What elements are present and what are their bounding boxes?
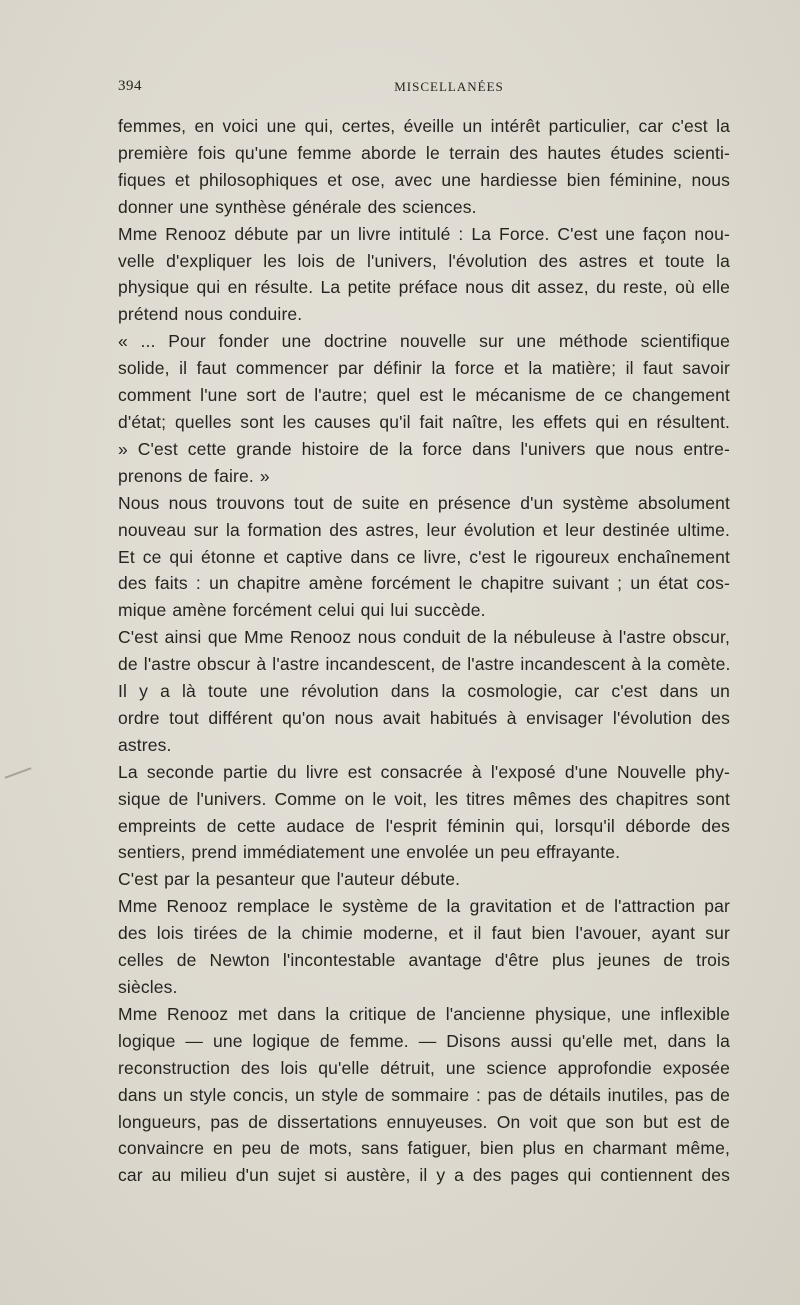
text-line: La seconde partie du livre est consacrée à l'exposé d'une Nouvelle phy- bbox=[118, 761, 730, 782]
text-line: dans un style concis, un style de sommaire : pas de détails inutiles, pas de bbox=[118, 1084, 730, 1105]
text-line: des lois tirées de la chimie moderne, et il faut bien l'avouer, ayant sur bbox=[118, 923, 730, 944]
text-line: Mme Renooz met dans la critique de l'ancienne physique, une inflexible bbox=[118, 1003, 730, 1024]
text-line: reconstruction des lois qu'elle détruit, une science approfondie exposée bbox=[118, 1057, 730, 1078]
text-line: C'est ainsi que Mme Renooz nous conduit de la nébuleuse à l'astre obscur, bbox=[118, 627, 730, 648]
text-line: première fois qu'une femme aborde le terrain des hautes études scienti- bbox=[118, 142, 730, 163]
text-line: » C'est cette grande histoire de la force dans l'univers que nous entre- bbox=[118, 438, 730, 459]
text-line: physique qui en résulte. La petite préface nous dit assez, du reste, où elle bbox=[118, 277, 730, 298]
text-line: celles de Newton l'incontestable avantage d'être plus jeunes de trois bbox=[118, 950, 730, 971]
text-line: femmes, en voici une qui, certes, éveille un intérêt particulier, car c'est la bbox=[118, 116, 730, 136]
text-line: Nous nous trouvons tout de suite en présence d'un système absolument bbox=[118, 492, 730, 513]
text-line: convaincre en peu de mots, sans fatiguer, bien plus en charmant même, bbox=[118, 1138, 730, 1159]
margin-pencil-mark bbox=[5, 767, 32, 778]
text-line: car au milieu d'un sujet si austère, il y a des pages qui contiennent des bbox=[118, 1165, 730, 1186]
text-line: prenons de faire. » bbox=[118, 465, 270, 486]
text-line: Et ce qui étonne et captive dans ce livre, c'est le rigoureux enchaînement bbox=[118, 546, 730, 567]
text-line: C'est par la pesanteur que l'auteur débute. bbox=[118, 869, 461, 890]
text-line: Mme Renooz remplace le système de la gravitation et de l'attraction par bbox=[118, 896, 730, 917]
text-line: fiques et philosophiques et ose, avec une hardiesse bien féminine, nous bbox=[118, 169, 730, 190]
text-line: longueurs, pas de dissertations ennuyeuses. On voit que son but est de bbox=[118, 1111, 730, 1132]
text-line: comment l'une sort de l'autre; quel est le mécanisme de ce changement bbox=[118, 385, 730, 406]
text-line: Il y a là toute une révolution dans la cosmologie, car c'est dans un bbox=[118, 681, 730, 702]
text-line: nouveau sur la formation des astres, leur évolution et leur destinée ultime. bbox=[118, 519, 730, 540]
text-line: de l'astre obscur à l'astre incandescent, de l'astre incandescent à la comète. bbox=[118, 654, 731, 675]
body-text bbox=[118, 113, 730, 1189]
text-line: ordre tout différent qu'on nous avait habitués à envisager l'évolution des bbox=[118, 707, 730, 728]
section-title: MISCELLANÉES bbox=[394, 79, 504, 94]
text-line: velle d'expliquer les lois de l'univers, l'évolution des astres et toute la bbox=[118, 250, 730, 271]
text-line: Mme Renooz débute par un livre intitulé : La Force. C'est une façon nou- bbox=[118, 223, 730, 244]
text-line: des faits : un chapitre amène forcément le chapitre suivant ; un état cos- bbox=[118, 573, 730, 594]
text-line: d'état; quelles sont les causes qu'il fait naître, les effets qui en résultent. bbox=[118, 411, 730, 432]
text-line: mique amène forcément celui qui lui succède. bbox=[118, 600, 486, 621]
text-line: siècles. bbox=[118, 977, 178, 997]
text-line: empreints de cette audace de l'esprit féminin qui, lorsqu'il déborde des bbox=[118, 815, 730, 836]
text-line: astres. bbox=[118, 734, 172, 755]
text-line: sentiers, prend immédiatement une envolée un peu effrayante. bbox=[118, 842, 621, 863]
text-line: donner une synthèse générale des sciences. bbox=[118, 196, 477, 217]
page-number: 394 bbox=[118, 78, 142, 94]
text-line: solide, il faut commencer par définir la force et la matière; il faut savoir bbox=[118, 358, 730, 379]
text-line: logique — une logique de femme. — Disons aussi qu'elle met, dans la bbox=[118, 1030, 730, 1051]
text-line: prétend nous conduire. bbox=[118, 304, 303, 325]
text-line: « ... Pour fonder une doctrine nouvelle sur une méthode scientifique bbox=[118, 331, 730, 352]
running-head bbox=[118, 78, 730, 100]
text-line: sique de l'univers. Comme on le voit, les titres mêmes des chapitres sont bbox=[118, 788, 730, 809]
